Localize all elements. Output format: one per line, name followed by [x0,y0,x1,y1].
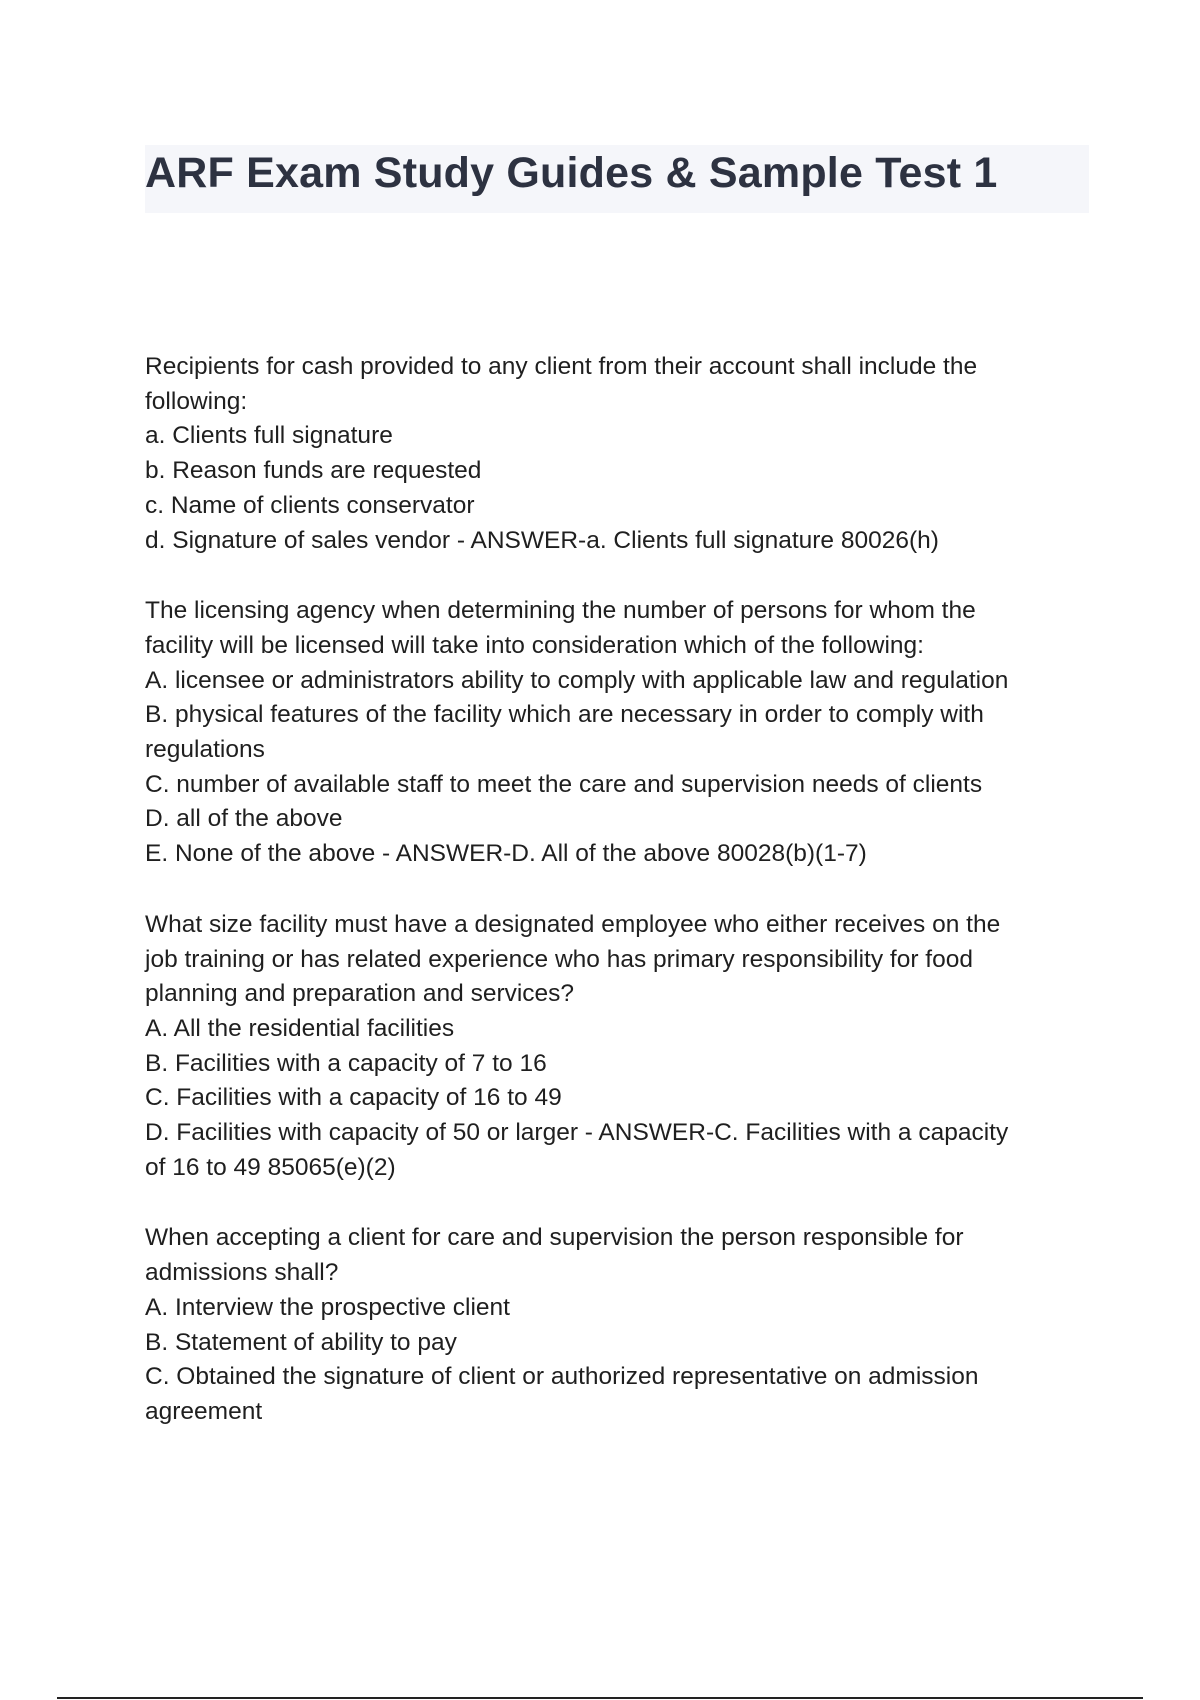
option-line: C. Obtained the signature of client or authorized representative on admission [145,1363,979,1391]
option-line: a. Clients full signature [145,422,393,450]
question-line: The licensing agency when determining the number of persons for whom the [145,597,976,625]
option-line: C. number of available staff to meet the care and supervision needs of clients [145,770,983,798]
option-line: D. all of the above [145,805,343,833]
option-line: B. physical features of the facility which are necessary in order to comply with [145,701,984,729]
question-block [145,908,1095,1186]
answer-line: d. Signature of sales vendor - ANSWER-a. Clients full signature 80026(h) [145,526,939,554]
answer-line: E. None of the above - ANSWER-D. All of the above 80028(b)(1-7) [145,840,867,868]
option-line: regulations [145,736,265,764]
question-line: following: [145,387,248,415]
question-line: When accepting a client for care and supervision the person responsible for [145,1224,964,1252]
question-line: facility will be licensed will take into consideration which of the following: [145,631,924,659]
question-line: job training or has related experience who has primary responsibility for food [145,945,973,973]
option-line: A. All the residential facilities [145,1014,455,1042]
option-line: b. Reason funds are requested [145,457,482,485]
option-line: B. Statement of ability to pay [145,1328,457,1356]
page-title: ARF Exam Study Guides & Sample Test 1 [145,149,998,197]
question-block [145,1221,1095,1429]
question-line: admissions shall? [145,1259,339,1287]
option-line: A. licensee or administrators ability to comply with applicable law and regulation [145,666,1009,694]
answer-line: of 16 to 49 85065(e)(2) [145,1153,396,1181]
option-line: c. Name of clients conservator [145,491,475,519]
answer-line: D. Facilities with capacity of 50 or larger - ANSWER-C. Facilities with a capacity [145,1119,1009,1147]
question-line: Recipients for cash provided to any client from their account shall include the [145,353,978,380]
option-line: B. Facilities with a capacity of 7 to 16 [145,1049,547,1077]
bottom-rule [57,1697,1143,1699]
option-line: A. Interview the prospective client [145,1293,510,1321]
option-line: agreement [145,1397,263,1425]
question-block [145,594,1095,872]
document-body [145,350,1095,1466]
question-block [145,350,1095,558]
option-line: C. Facilities with a capacity of 16 to 49 [145,1084,562,1112]
question-line: What size facility must have a designated employee who either receives on the [145,910,1001,938]
question-line: planning and preparation and services? [145,980,575,1008]
